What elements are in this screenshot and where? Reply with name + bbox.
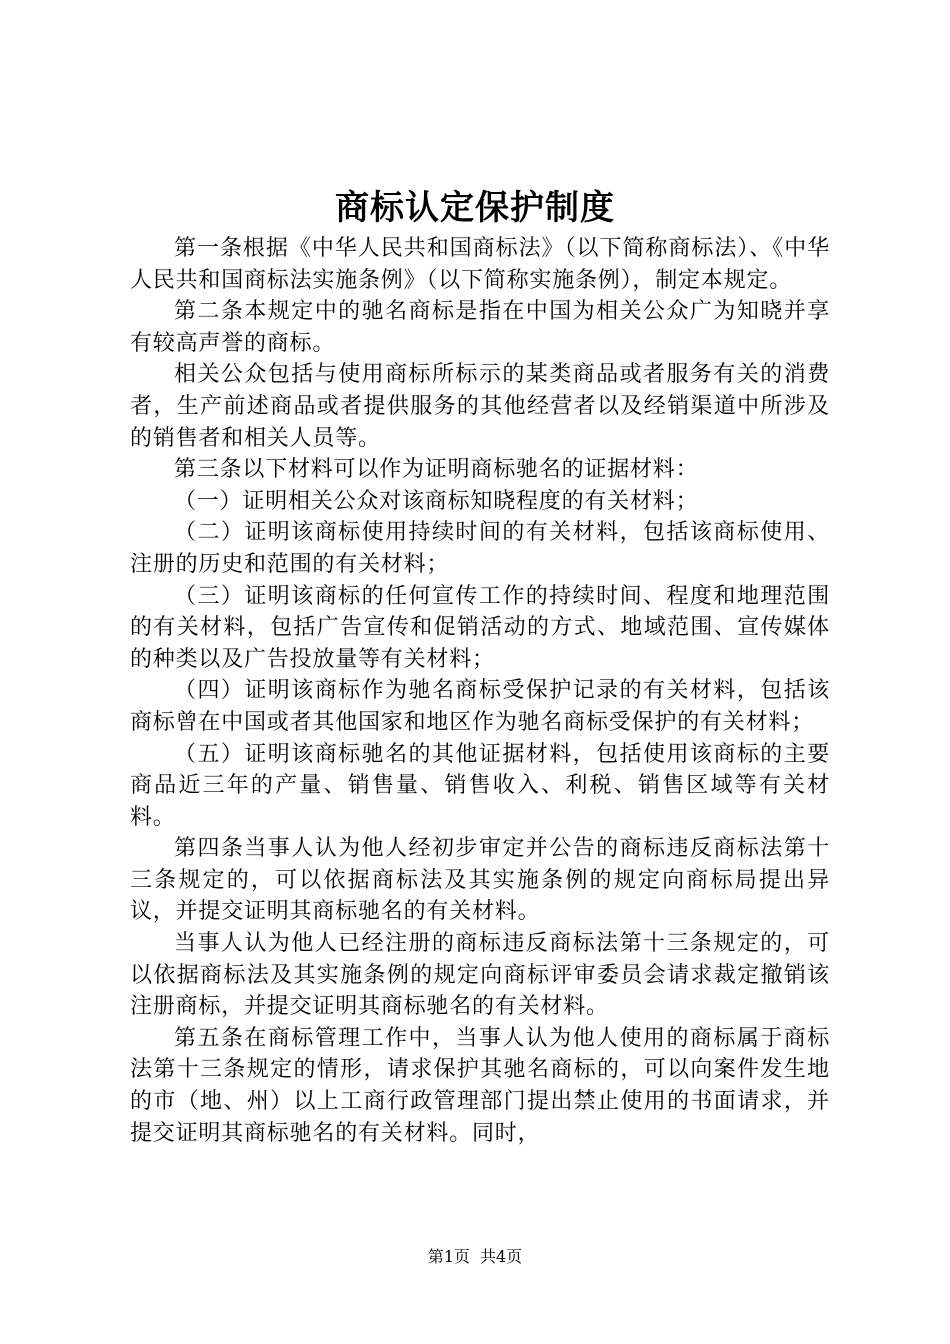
page-footer — [0, 1245, 950, 1269]
paragraph-article-1: 第一条根据《中华人民共和国商标法》（以下简称商标法）、《中华人民共和国商标法实施条例》（以下简称实施条例），制定本规定。 — [130, 236, 830, 293]
paragraph-article-4: 第四条当事人认为他人经初步审定并公告的商标违反商标法第十三条规定的，可以依据商标法及其实施条例的规定向商标局提出异议，并提交证明其商标驰名的有关材料。 — [130, 836, 830, 925]
document-title: 商标认定保护制度 — [335, 188, 615, 228]
paragraph-cancellation: 当事人认为他人已经注册的商标违反商标法第十三条规定的，可以依据商标法及其实施条例的规定向商标评审委员会请求裁定撤销该注册商标，并提交证明其商标驰名的有关材料。 — [130, 931, 830, 1020]
paragraph-item-1: （一）证明相关公众对该商标知晓程度的有关材料； — [174, 488, 699, 514]
page-total: 共4页 — [480, 1247, 523, 1266]
paragraph-article-2: 第二条本规定中的驰名商标是指在中国为相关公众广为知晓并享有较高声誉的商标。 — [130, 299, 830, 356]
document-body — [130, 233, 830, 1149]
paragraph-article-5: 第五条在商标管理工作中，当事人认为他人使用的商标属于商标法第十三条规定的情形，请求保护其驰名商标的，可以向案件发生地的市（地、州）以上工商行政管理部门提出禁止使用的书面请求，并提交证明其商标驰名的有关材料。同时， — [130, 1025, 830, 1146]
paragraph-item-3: （三）证明该商标的任何宣传工作的持续时间、程度和地理范围的有关材料，包括广告宣传和促销活动的方式、地域范围、宣传媒体的种类以及广告投放量等有关材料； — [130, 583, 830, 672]
paragraph-item-2: （二）证明该商标使用持续时间的有关材料，包括该商标使用、注册的历史和范围的有关材料； — [130, 520, 830, 577]
page-number: 第1页 — [427, 1247, 470, 1266]
paragraph-article-3: 第三条以下材料可以作为证明商标驰名的证据材料： — [174, 457, 699, 483]
paragraph-item-4: （四）证明该商标作为驰名商标受保护记录的有关材料，包括该商标曾在中国或者其他国家和地区作为驰名商标受保护的有关材料； — [130, 678, 830, 735]
paragraph-item-5: （五）证明该商标驰名的其他证据材料，包括使用该商标的主要商品近三年的产量、销售量、销售收入、利税、销售区域等有关材料。 — [130, 741, 830, 830]
paragraph-relevant-public: 相关公众包括与使用商标所标示的某类商品或者服务有关的消费者，生产前述商品或者提供服务的其他经营者以及经销渠道中所涉及的销售者和相关人员等。 — [130, 362, 830, 451]
